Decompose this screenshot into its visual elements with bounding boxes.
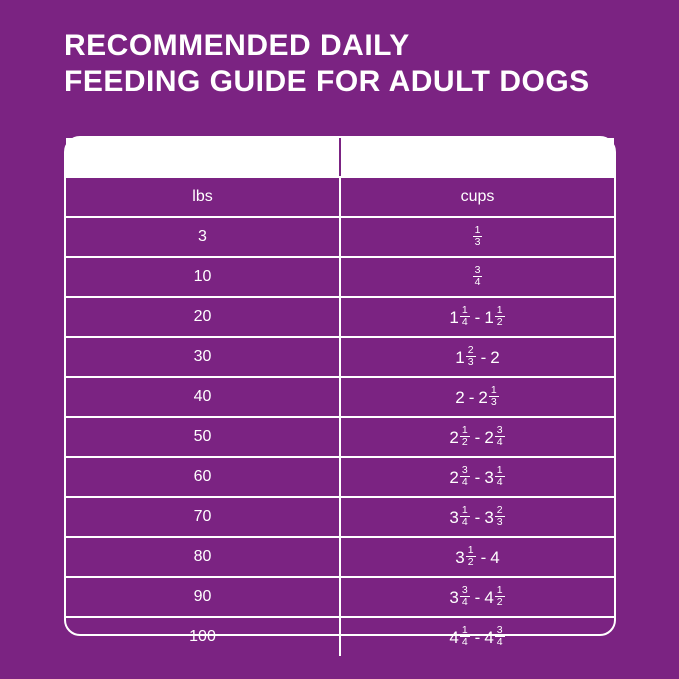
cell-amount	[340, 257, 614, 297]
amount-value	[472, 225, 484, 248]
amount-value	[455, 385, 499, 408]
fraction	[460, 625, 470, 648]
whole-number: 2	[455, 387, 465, 407]
amount-value	[449, 505, 505, 528]
cell-weight: 30	[66, 337, 340, 377]
fraction	[460, 585, 470, 608]
fraction-numerator: 1	[496, 583, 503, 596]
fraction-denominator: 3	[474, 236, 481, 248]
column-header-weight: Weight of dog	[66, 138, 340, 177]
whole-number: 2	[449, 427, 459, 447]
cell-amount	[340, 457, 614, 497]
whole-number: 3	[449, 587, 459, 607]
whole-number: 2	[484, 427, 494, 447]
table-row	[66, 457, 614, 497]
fraction-numerator: 1	[467, 543, 474, 556]
column-header-amount: Amount per day	[340, 138, 614, 177]
cell-weight: 50	[66, 417, 340, 457]
whole-number: 2	[490, 347, 500, 367]
fraction-numerator: 1	[474, 223, 481, 236]
range-dash: -	[474, 627, 481, 647]
whole-number: 2	[449, 467, 459, 487]
fraction	[460, 425, 470, 448]
cell-amount	[340, 297, 614, 337]
cell-weight: 3	[66, 217, 340, 257]
fraction	[495, 625, 505, 648]
feeding-table	[66, 138, 614, 656]
table-body	[66, 177, 614, 656]
fraction	[473, 265, 483, 288]
range-dash: -	[480, 347, 487, 367]
range-dash: -	[468, 387, 475, 407]
cell-amount	[340, 537, 614, 577]
range-dash: -	[474, 427, 481, 447]
amount-value	[449, 625, 505, 648]
feeding-table-container	[64, 136, 616, 648]
fraction	[466, 545, 476, 568]
range-dash: -	[474, 467, 481, 487]
fraction-denominator: 2	[461, 436, 468, 448]
whole-number: 4	[484, 627, 494, 647]
fraction-numerator: 1	[461, 423, 468, 436]
table-row	[66, 377, 614, 417]
cell-amount	[340, 417, 614, 457]
whole-number: 1	[455, 347, 465, 367]
amount-value	[455, 545, 499, 568]
amount-value	[449, 305, 505, 328]
range-dash: -	[480, 547, 487, 567]
cell-weight: 100	[66, 617, 340, 656]
fraction-numerator: 1	[496, 303, 503, 316]
table-header	[66, 138, 614, 177]
unit-weight: lbs	[66, 177, 340, 217]
whole-number: 1	[449, 307, 459, 327]
fraction-denominator: 4	[461, 516, 468, 528]
whole-number: 3	[484, 467, 494, 487]
fraction	[460, 505, 470, 528]
fraction-denominator: 2	[496, 316, 503, 328]
page-title	[64, 28, 664, 100]
fraction-denominator: 3	[490, 396, 497, 408]
whole-number: 3	[484, 507, 494, 527]
cell-amount	[340, 217, 614, 257]
amount-value	[472, 265, 484, 288]
fraction-denominator: 4	[496, 476, 503, 488]
fraction	[489, 385, 499, 408]
table-units-row	[66, 177, 614, 217]
fraction-numerator: 2	[496, 503, 503, 516]
fraction-numerator: 1	[496, 463, 503, 476]
range-dash: -	[474, 507, 481, 527]
fraction	[495, 505, 505, 528]
table-row	[66, 497, 614, 537]
table-row	[66, 337, 614, 377]
table-header-row	[66, 138, 614, 177]
fraction-denominator: 4	[461, 316, 468, 328]
table-row	[66, 257, 614, 297]
table-row	[66, 617, 614, 656]
cell-amount	[340, 377, 614, 417]
fraction-denominator: 2	[467, 556, 474, 568]
amount-value	[449, 425, 505, 448]
fraction-numerator: 3	[496, 423, 503, 436]
fraction	[495, 585, 505, 608]
fraction-denominator: 4	[496, 636, 503, 648]
fraction-denominator: 4	[474, 276, 481, 288]
table-row	[66, 577, 614, 617]
cell-weight: 20	[66, 297, 340, 337]
whole-number: 2	[478, 387, 488, 407]
fraction-denominator: 3	[467, 356, 474, 368]
cell-amount	[340, 577, 614, 617]
table-row	[66, 537, 614, 577]
cell-weight: 80	[66, 537, 340, 577]
whole-number: 4	[484, 587, 494, 607]
fraction-denominator: 4	[496, 436, 503, 448]
fraction-denominator: 4	[461, 476, 468, 488]
table-row	[66, 417, 614, 457]
fraction-numerator: 3	[461, 583, 468, 596]
whole-number: 3	[449, 507, 459, 527]
cell-amount	[340, 617, 614, 656]
fraction-denominator: 4	[461, 596, 468, 608]
whole-number: 4	[449, 627, 459, 647]
fraction-denominator: 3	[496, 516, 503, 528]
fraction-numerator: 1	[461, 623, 468, 636]
fraction	[495, 465, 505, 488]
fraction	[460, 305, 470, 328]
cell-weight: 70	[66, 497, 340, 537]
fraction	[495, 425, 505, 448]
page-title-line-1: RECOMMENDED DAILY	[64, 29, 410, 62]
whole-number: 4	[490, 547, 500, 567]
amount-value	[455, 345, 499, 368]
fraction	[460, 465, 470, 488]
cell-weight: 90	[66, 577, 340, 617]
unit-amount: cups	[340, 177, 614, 217]
fraction-numerator: 3	[496, 623, 503, 636]
amount-value	[449, 465, 505, 488]
fraction	[473, 225, 483, 248]
fraction-numerator: 1	[461, 303, 468, 316]
table-row	[66, 217, 614, 257]
fraction-denominator: 2	[496, 596, 503, 608]
fraction	[466, 345, 476, 368]
whole-number: 3	[455, 547, 465, 567]
fraction-denominator: 4	[461, 636, 468, 648]
page-title-line-2: FEEDING GUIDE FOR ADULT DOGS	[64, 65, 590, 98]
cell-weight: 10	[66, 257, 340, 297]
cell-weight: 60	[66, 457, 340, 497]
whole-number: 1	[484, 307, 494, 327]
cell-weight: 40	[66, 377, 340, 417]
range-dash: -	[474, 307, 481, 327]
range-dash: -	[474, 587, 481, 607]
cell-amount	[340, 497, 614, 537]
fraction-numerator: 1	[461, 503, 468, 516]
fraction-numerator: 3	[474, 263, 481, 276]
fraction	[495, 305, 505, 328]
amount-value	[449, 585, 505, 608]
fraction-numerator: 3	[461, 463, 468, 476]
cell-amount	[340, 337, 614, 377]
fraction-numerator: 2	[467, 343, 474, 356]
table-row	[66, 297, 614, 337]
fraction-numerator: 1	[490, 383, 497, 396]
